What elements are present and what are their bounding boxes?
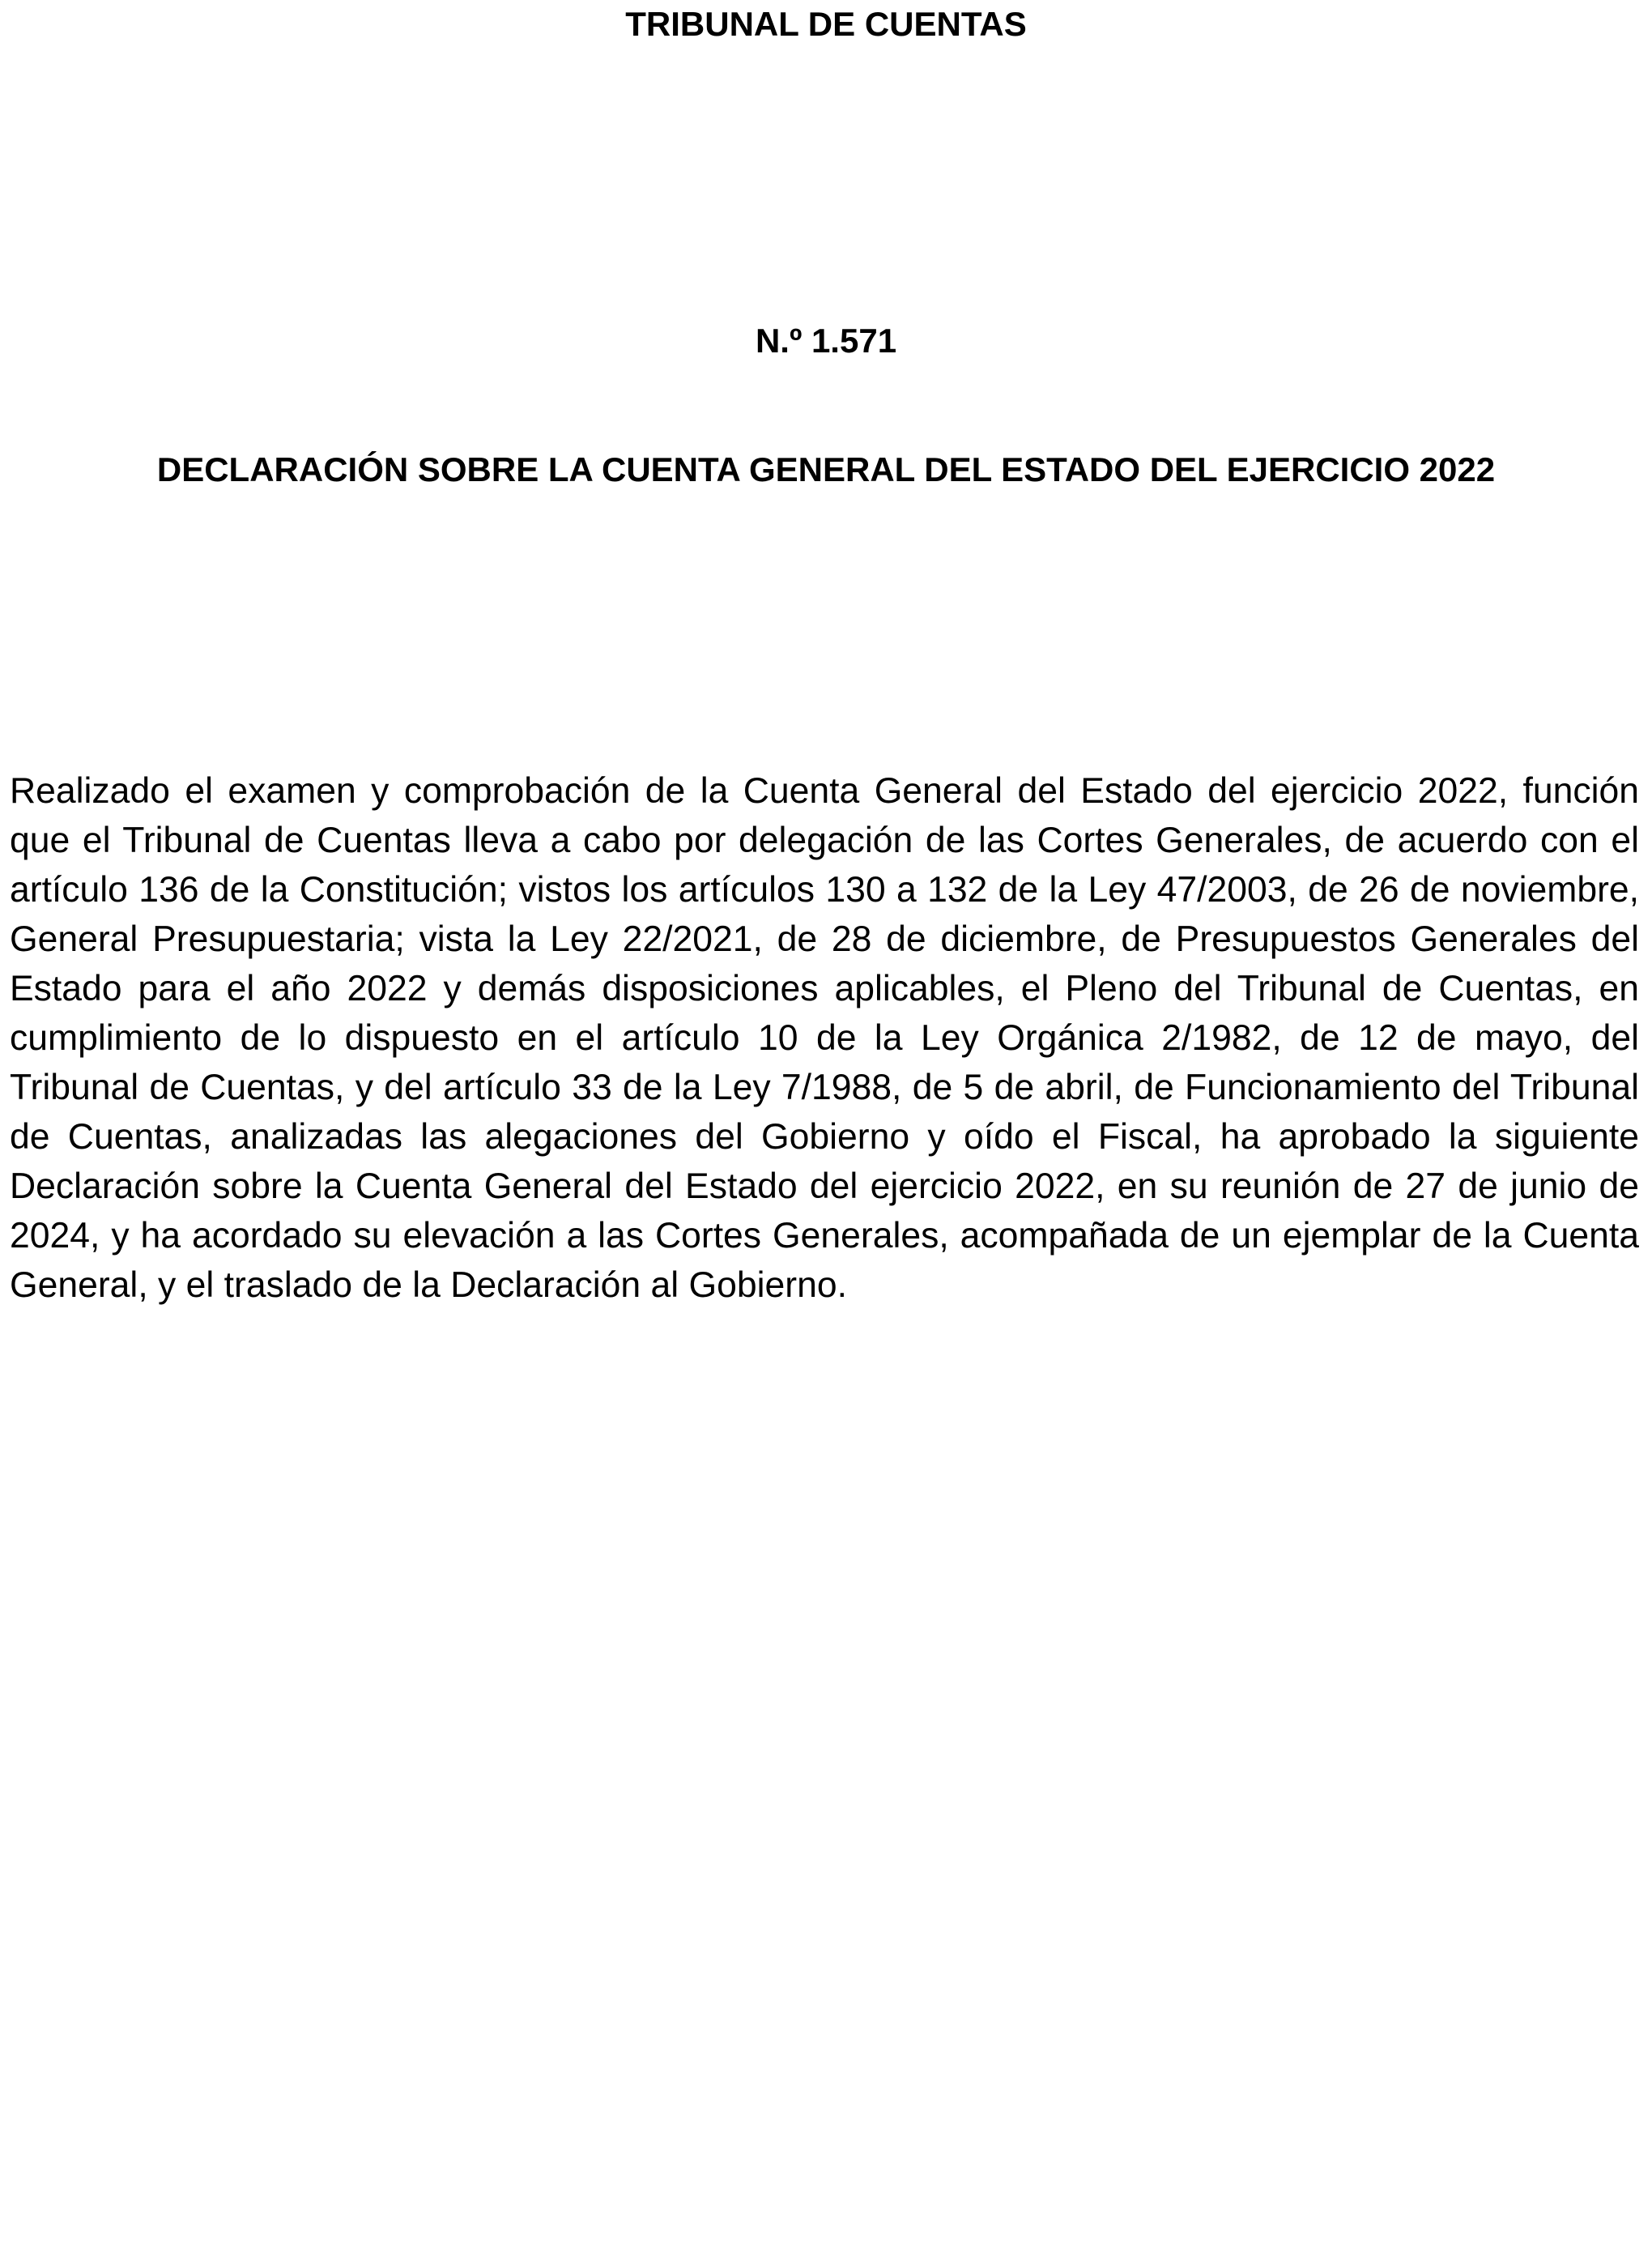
paragraph-line: General, y el traslado de la Declaración al Gobierno. bbox=[10, 1265, 847, 1305]
document-header: TRIBUNAL DE CUENTAS bbox=[625, 5, 1027, 43]
paragraph-line: Tribunal de Cuentas, y del artículo 33 de la Ley 7/1988, de 5 de abril, de Funcionamiento del Tribunal bbox=[10, 1068, 1639, 1107]
paragraph-line: Estado para el año 2022 y demás disposiciones aplicables, el Pleno del Tribunal de Cuentas, en bbox=[10, 969, 1639, 1008]
paragraph-line: cumplimiento de lo dispuesto en el artículo 10 de la Ley Orgánica 2/1982, de 12 de mayo, del bbox=[10, 1018, 1639, 1058]
body-paragraph bbox=[10, 766, 1639, 1310]
paragraph-line: que el Tribunal de Cuentas lleva a cabo por delegación de las Cortes Generales, de acuerdo con el bbox=[10, 821, 1639, 860]
paragraph-line: 2024, y ha acordado su elevación a las Cortes Generales, acompañada de un ejemplar de la Cuenta bbox=[10, 1216, 1639, 1256]
paragraph-line: Declaración sobre la Cuenta General del Estado del ejercicio 2022, en su reunión de 27 de junio de bbox=[10, 1166, 1639, 1206]
paragraph-line: Realizado el examen y comprobación de la Cuenta General del Estado del ejercicio 2022, función bbox=[10, 771, 1639, 811]
document-title: DECLARACIÓN SOBRE LA CUENTA GENERAL DEL ESTADO DEL EJERCICIO 2022 bbox=[156, 450, 1496, 488]
document-number: N.º 1.571 bbox=[755, 322, 897, 360]
paragraph-line: de Cuentas, analizadas las alegaciones del Gobierno y oído el Fiscal, ha aprobado la siguiente bbox=[10, 1117, 1639, 1157]
paragraph-line: General Presupuestaria; vista la Ley 22/2021, de 28 de diciembre, de Presupuestos Generales del bbox=[10, 919, 1639, 959]
paragraph-line: artículo 136 de la Constitución; vistos los artículos 130 a 132 de la Ley 47/2003, de 26 de noviembre, bbox=[10, 870, 1639, 910]
